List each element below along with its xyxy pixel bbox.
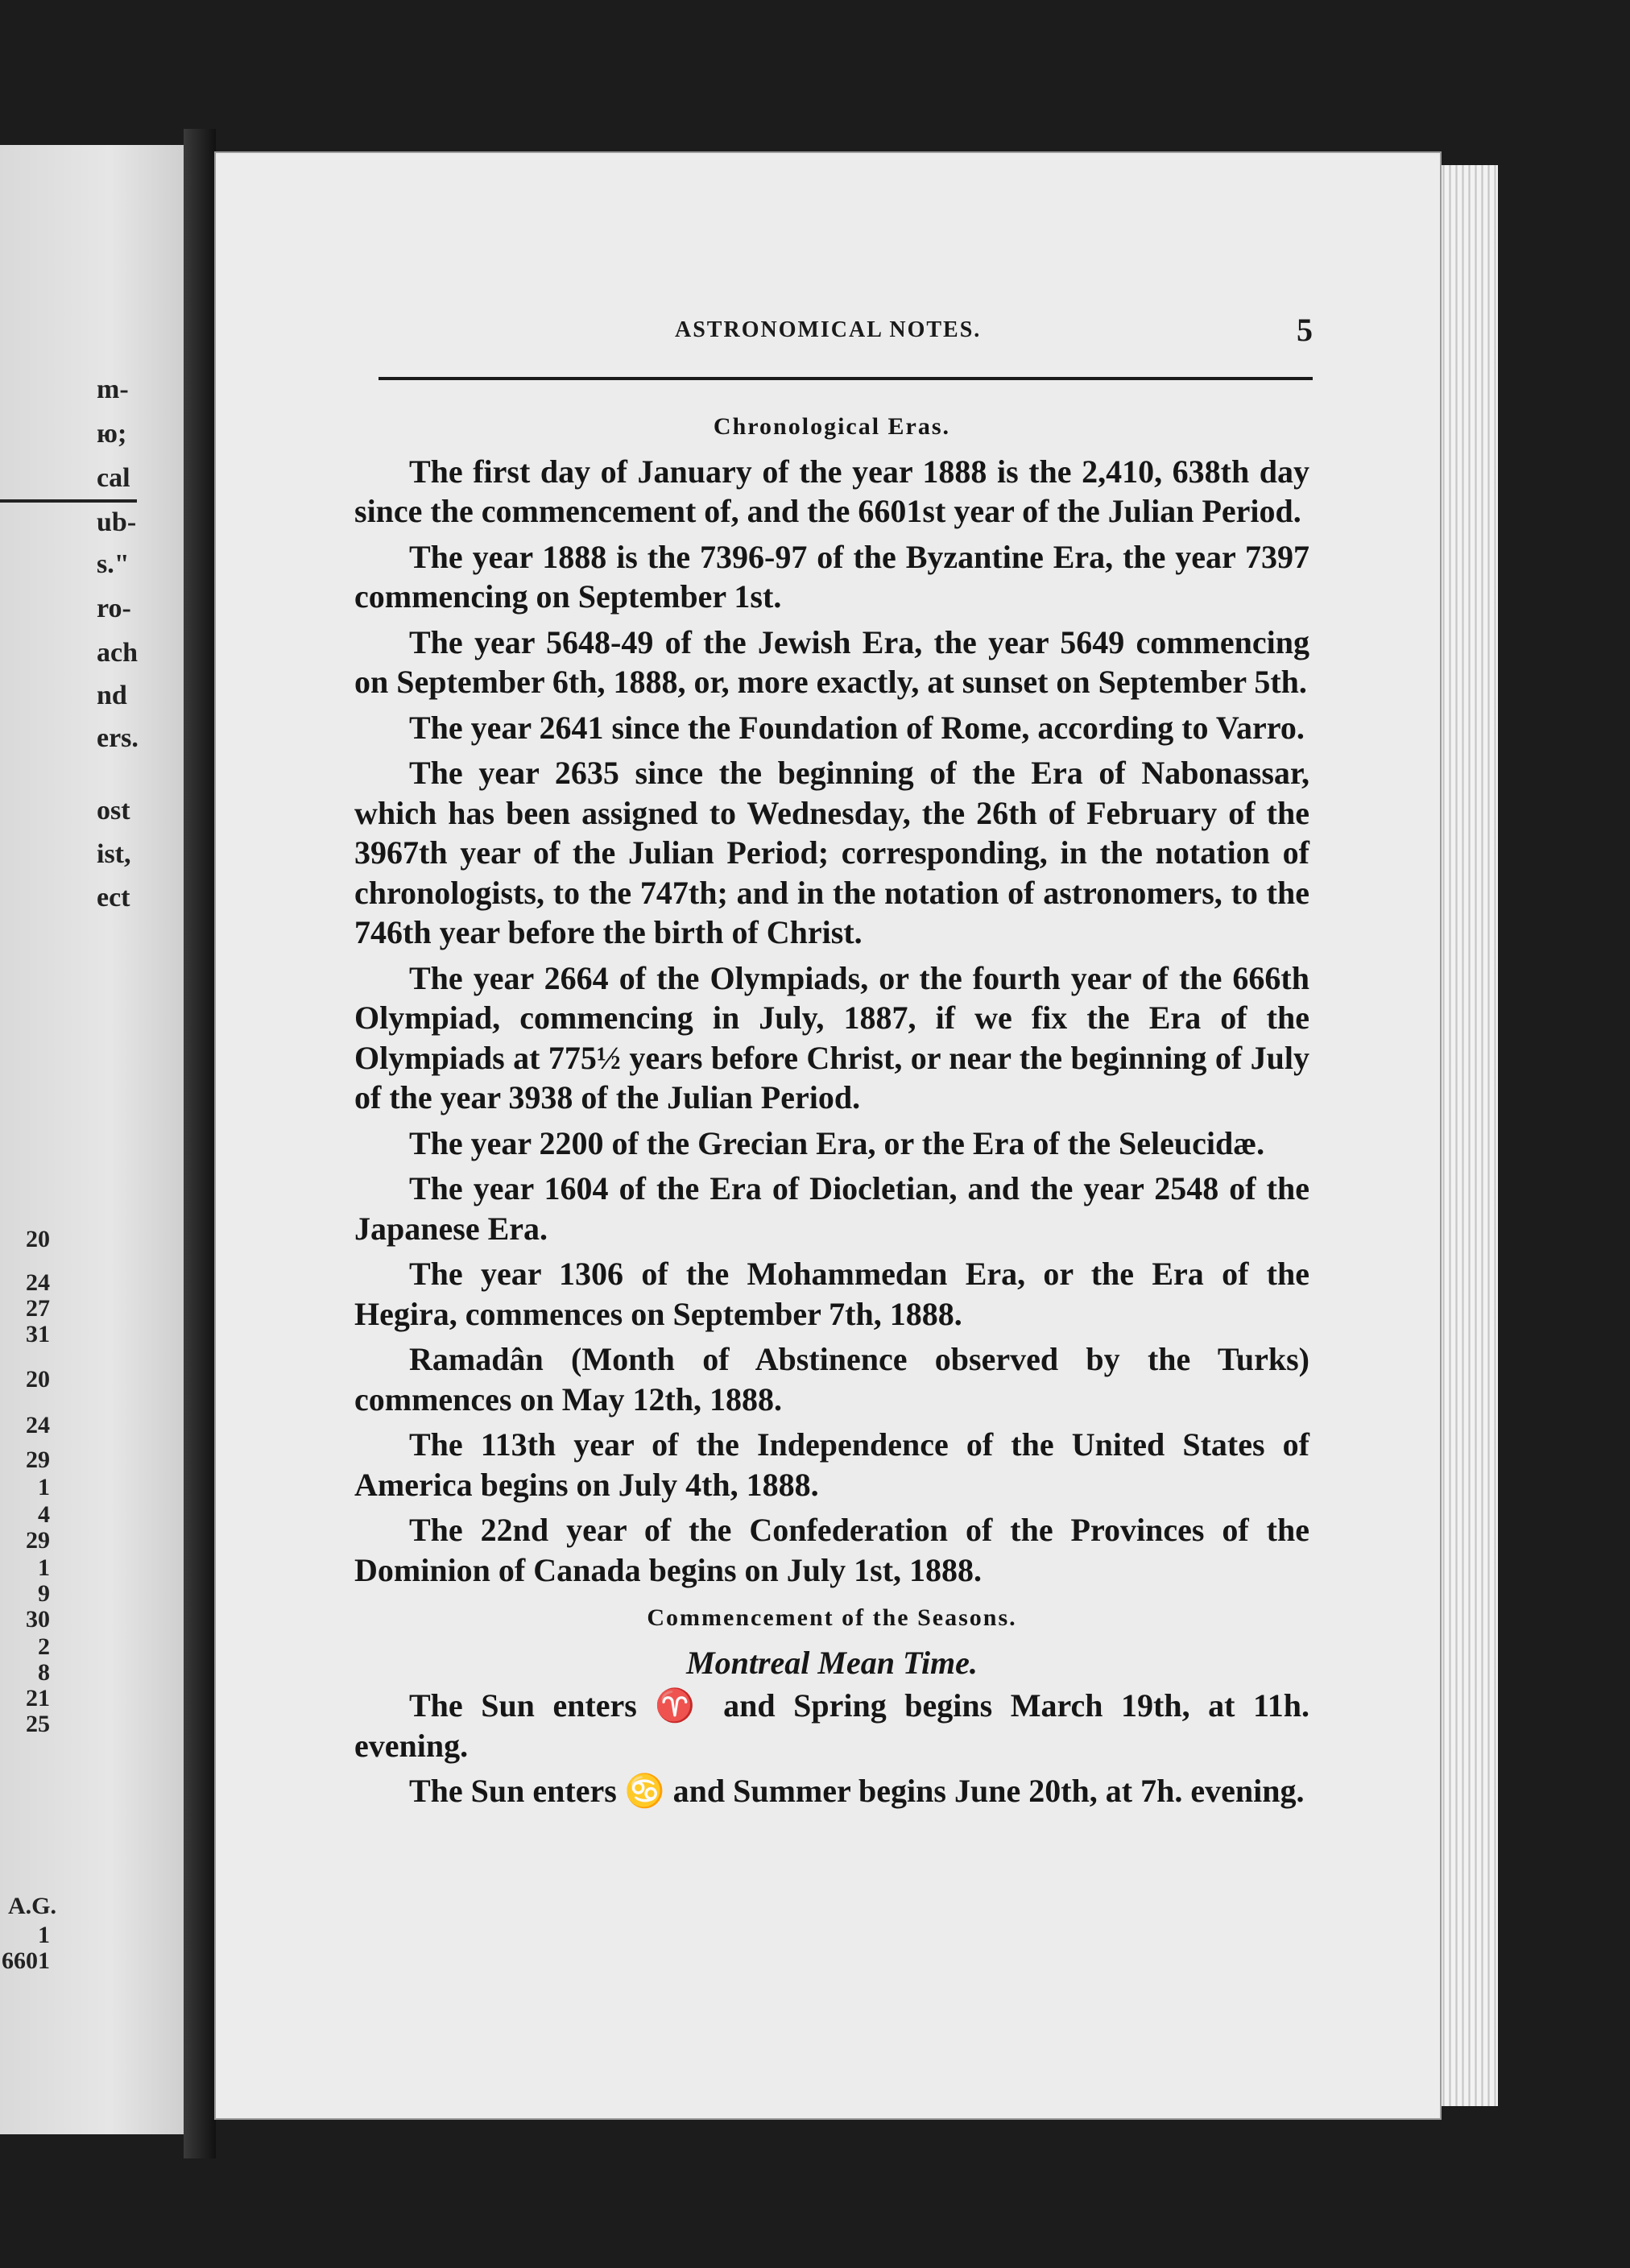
left-page-fragment: ost xyxy=(97,796,130,826)
left-page-number: 30 xyxy=(26,1606,50,1633)
left-page-fragment: m- xyxy=(97,375,129,404)
left-page-number: 9 xyxy=(38,1580,50,1607)
left-page-number: 31 xyxy=(26,1321,50,1347)
left-page-footer: 6601 xyxy=(2,1947,50,1974)
left-page-fragment: cal xyxy=(97,463,130,493)
header-rule xyxy=(379,377,1313,380)
paragraph: The year 1888 is the 7396-97 of the Byzantine Era, the year 7397 commencing on September 1st. xyxy=(354,538,1309,615)
paragraph: The 22nd year of the Confederation of the Provinces of the Dominion of Canada begins on July 1st, 1888. xyxy=(354,1512,1309,1588)
left-page-fragment: ach xyxy=(97,638,138,668)
page-number: 5 xyxy=(1297,312,1313,348)
paragraph: The first day of January of the year 1888 is the 2,410, 638th day since the commencement of, and the 6601st year of the Julian Period. xyxy=(354,453,1309,529)
left-page-fragment: ist, xyxy=(97,839,131,869)
left-page-fragment: ub- xyxy=(97,507,137,537)
left-page-number: 20 xyxy=(26,1366,50,1393)
paragraph: The year 1306 of the Mohammedan Era, or the Era of the Hegira, commences on September 7th, 1888. xyxy=(354,1256,1309,1332)
paragraph: The year 1604 of the Era of Diocletian, and the year 2548 of the Japanese Era. xyxy=(354,1170,1309,1247)
left-page-number: 20 xyxy=(26,1226,50,1252)
paragraph: The year 2641 since the Foundation of Rome, according to Varro. xyxy=(409,709,1305,746)
left-page-rule xyxy=(0,499,137,503)
left-page-number: 29 xyxy=(26,1446,50,1473)
left-page-number: 21 xyxy=(26,1685,50,1711)
paragraph: The Sun enters ♋ and Summer begins June 20th, at 7h. evening. xyxy=(409,1773,1305,1809)
left-page-number: 25 xyxy=(26,1711,50,1737)
left-page-number: 29 xyxy=(26,1527,50,1554)
running-title: ASTRONOMICAL NOTES. xyxy=(675,317,982,342)
left-page-footer: 1 xyxy=(38,1922,50,1948)
section-heading: Commencement of the Seasons. xyxy=(647,1604,1017,1631)
left-page-fragment: ers. xyxy=(97,723,139,753)
paragraph: The year 2635 since the beginning of the Era of Nabonassar, which has been assigned to Wednesday, the 26th of February of the 3967th year of the Julian Period; corresponding, in the notation of chronologists, to the 747th; and in the notation of astronomers, to the 746th year before the birth of Christ. xyxy=(354,755,1309,950)
left-page-number: 4 xyxy=(38,1501,50,1528)
paragraph: Ramadân (Month of Abstinence observed by the Turks) commences on May 12th, 1888. xyxy=(354,1341,1309,1418)
left-page-footer: A.G. xyxy=(8,1893,56,1919)
left-page-number: 24 xyxy=(26,1269,50,1296)
left-page-number: 24 xyxy=(26,1412,50,1438)
left-page-number: 1 xyxy=(38,1474,50,1500)
left-page-fragment: ю; xyxy=(97,419,127,449)
left-page-number: 1 xyxy=(38,1554,50,1581)
book-gutter xyxy=(184,129,216,2158)
left-page-fragment: nd xyxy=(97,681,127,710)
running-header xyxy=(379,312,1313,362)
paragraph: The year 5648-49 of the Jewish Era, the year 5649 commencing on September 6th, 1888, or, more exactly, at sunset on September 5th. xyxy=(354,623,1309,700)
left-page-number: 2 xyxy=(38,1633,50,1660)
paragraph: The year 2664 of the Olympiads, or the fourth year of the 666th Olympiad, commencing in July, 1887, if we fix the Era of the Olympiads at 775½ years before Christ, or near the beginning of July of the year 3938 of the Julian Period. xyxy=(354,959,1309,1115)
left-page-fragment: s." xyxy=(97,549,130,579)
paragraph: The Sun enters ♈ and Spring begins March 19th, at 11h. evening. xyxy=(354,1687,1309,1764)
paragraph: The 113th year of the Independence of the United States of America begins on July 4th, 1888. xyxy=(354,1426,1309,1503)
left-page-number: 8 xyxy=(38,1659,50,1686)
section-subheading: Montreal Mean Time. xyxy=(686,1644,978,1681)
left-page-fragment: ect xyxy=(97,883,130,913)
page-body xyxy=(354,407,1309,1817)
left-page-fragment: ro- xyxy=(97,594,131,623)
left-page-number: 27 xyxy=(26,1295,50,1322)
paragraph: The year 2200 of the Grecian Era, or the Era of the Seleucidæ. xyxy=(409,1124,1265,1161)
section-heading: Chronological Eras. xyxy=(713,413,951,440)
left-facing-page xyxy=(0,145,184,2134)
